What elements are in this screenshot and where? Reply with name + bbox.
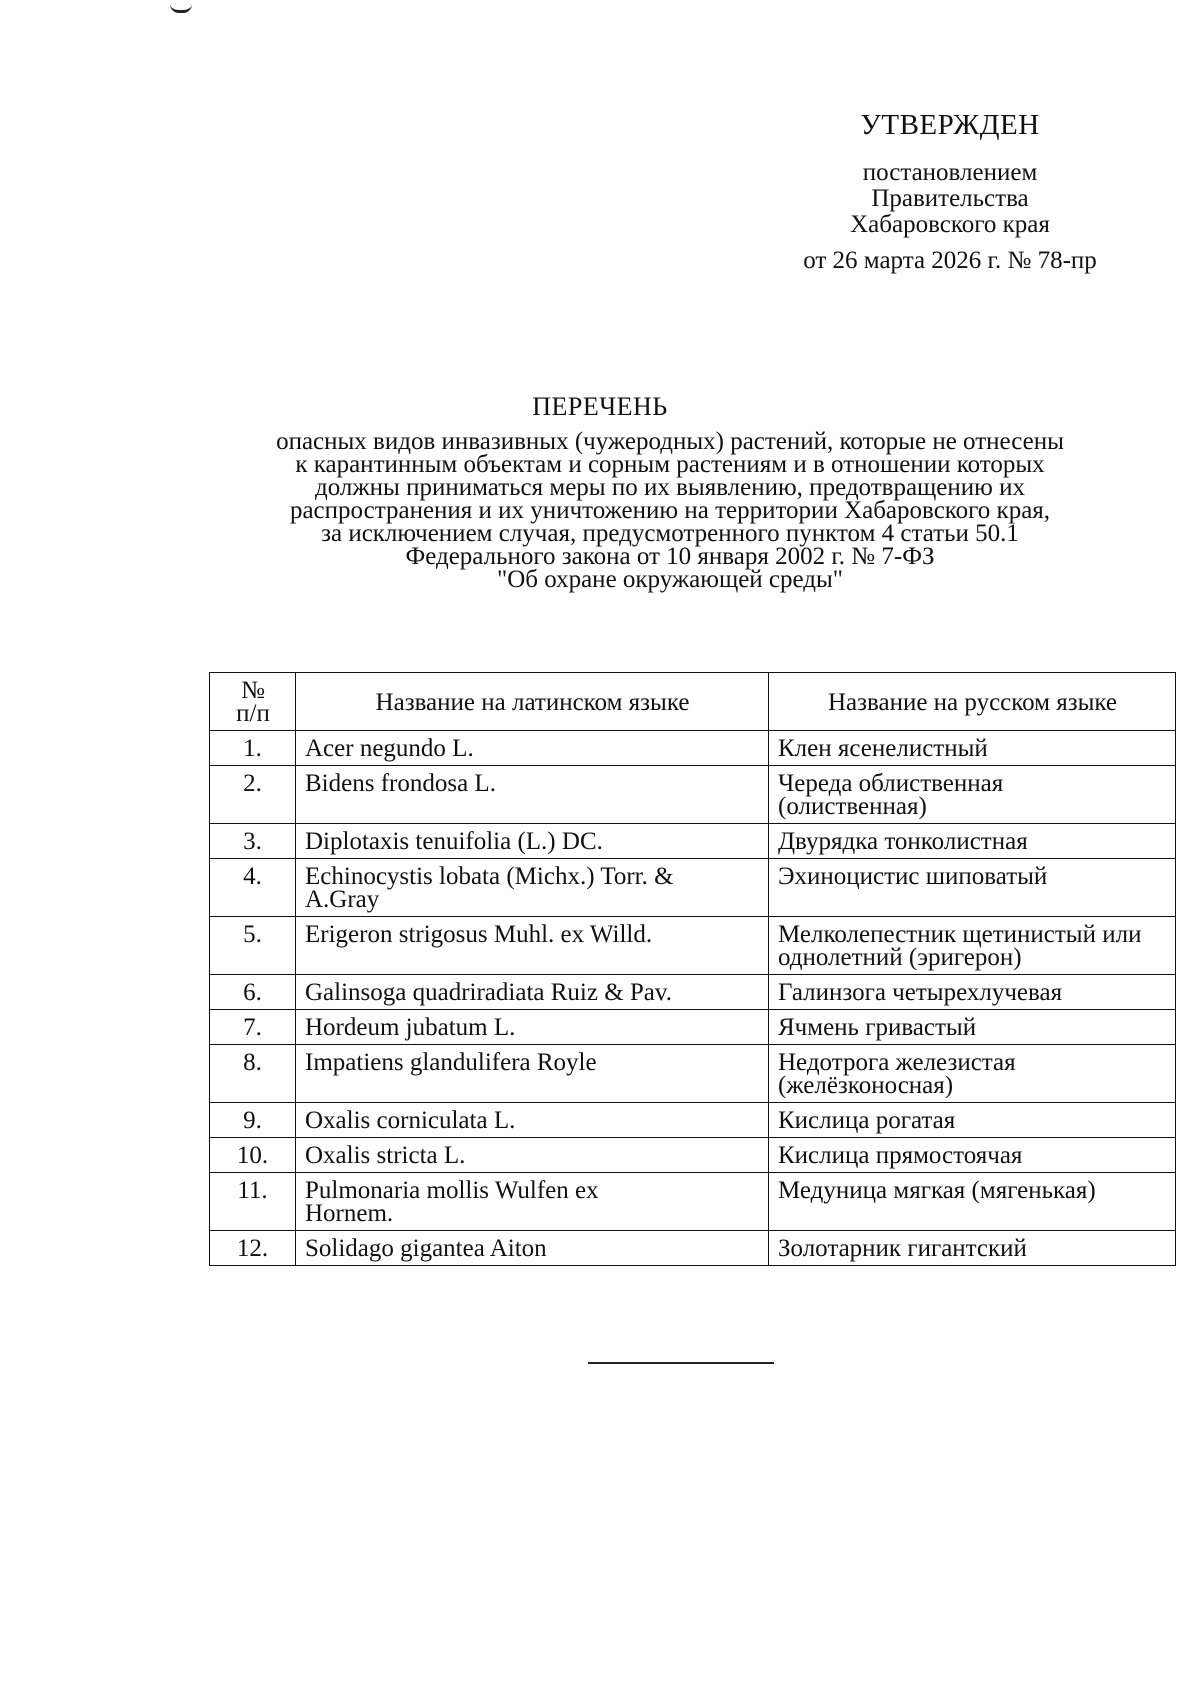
russian-name-line: Череда облиственная (778, 770, 1004, 797)
table-row (210, 731, 1176, 766)
russian-name-cell (769, 731, 1176, 766)
latin-name-line: Solidago gigantea Aiton (305, 1235, 547, 1262)
latin-name-cell (296, 1103, 769, 1138)
latin-name-line: Bidens frondosa L. (305, 770, 496, 797)
row-number: 3. (210, 824, 296, 859)
latin-name-line: A.Gray (305, 886, 380, 913)
latin-name-line: Hordeum jubatum L. (305, 1014, 516, 1041)
latin-name-cell (296, 975, 769, 1010)
table-row (210, 1045, 1176, 1103)
header-number-line: п/п (236, 700, 270, 727)
latin-name-line: Impatiens glandulifera Royle (305, 1049, 597, 1076)
table-row (210, 766, 1176, 824)
header-latin-name: Название на латинском языке (296, 673, 769, 731)
table-header-row (210, 673, 1176, 731)
approval-line: Хабаровского края (850, 211, 1050, 238)
approval-line: постановлением (862, 159, 1038, 186)
approval-block (760, 109, 1140, 274)
row-number: 9. (210, 1103, 296, 1138)
russian-name-line: Двурядка тонколистная (778, 828, 1028, 855)
latin-name-cell (296, 859, 769, 917)
header-number-line: № (241, 677, 265, 704)
russian-name-cell (769, 1103, 1176, 1138)
latin-name-line: Galinsoga quadriradiata Ruiz & Pav. (305, 979, 673, 1006)
list-description-line: должны приниматься меры по их выявлению, предотвращению их (315, 474, 1025, 501)
list-description-line: к карантинным объектам и сорным растениям и в отношении которых (295, 451, 1045, 478)
table-row (210, 1010, 1176, 1045)
russian-name-line: Галинзога четырехлучевая (778, 979, 1063, 1006)
russian-name-line: Кислица рогатая (778, 1107, 956, 1134)
header-number (210, 673, 296, 731)
table-row (210, 1173, 1176, 1231)
latin-name-line: Diplotaxis tenuifolia (L.) DC. (305, 828, 603, 855)
list-description-line: Федерального закона от 10 января 2002 г. № 7-ФЗ (405, 543, 935, 570)
list-description-line: опасных видов инвазивных (чужеродных) растений, которые не отнесены (276, 428, 1064, 455)
end-divider (588, 1362, 774, 1364)
header-russian-name: Название на русском языке (769, 673, 1176, 731)
approval-heading: УТВЕРЖДЕН (860, 109, 1040, 141)
list-description-line: распространения и их уничтожению на территории Хабаровского края, (289, 497, 1051, 524)
russian-name-cell (769, 1010, 1176, 1045)
latin-name-line: Echinocystis lobata (Michx.) Torr. & (305, 863, 674, 890)
latin-name-line: Hornem. (305, 1200, 394, 1227)
russian-name-line: Ячмень гривастый (778, 1014, 977, 1041)
russian-name-cell (769, 1231, 1176, 1266)
list-description-line: за исключением случая, предусмотренного пунктом 4 статьи 50.1 (321, 520, 1019, 547)
list-title: ПЕРЕЧЕНЬ (532, 392, 668, 421)
table-row (210, 975, 1176, 1010)
russian-name-line: Недотрога железистая (778, 1049, 1016, 1076)
russian-name-cell (769, 1138, 1176, 1173)
latin-name-line: Erigeron strigosus Muhl. ex Willd. (305, 921, 653, 948)
russian-name-cell (769, 975, 1176, 1010)
russian-name-line: Медуница мягкая (мягенькая) (778, 1177, 1096, 1204)
table-row (210, 1103, 1176, 1138)
approval-line: Правительства (871, 185, 1029, 212)
row-number: 4. (210, 859, 296, 917)
latin-name-cell (296, 1173, 769, 1231)
species-table-body (210, 731, 1176, 1266)
russian-name-line: (олиственная) (778, 793, 927, 820)
latin-name-line: Acer negundo L. (305, 735, 474, 762)
list-description-line: "Об охране окружающей среды" (496, 566, 844, 593)
russian-name-cell (769, 859, 1176, 917)
russian-name-cell (769, 1045, 1176, 1103)
latin-name-cell (296, 1231, 769, 1266)
row-number: 8. (210, 1045, 296, 1103)
table-row (210, 917, 1176, 975)
latin-name-cell (296, 1045, 769, 1103)
row-number: 11. (210, 1173, 296, 1231)
russian-name-line: Золотарник гигантский (778, 1235, 1027, 1262)
russian-name-line: Мелколепестник щетинистый или (778, 921, 1142, 948)
table-row (210, 1138, 1176, 1173)
russian-name-line: Эхиноцистис шиповатый (778, 863, 1048, 890)
row-number: 5. (210, 917, 296, 975)
table-row (210, 1231, 1176, 1266)
row-number: 6. (210, 975, 296, 1010)
table-row (210, 824, 1176, 859)
latin-name-line: Oxalis stricta L. (305, 1142, 466, 1169)
latin-name-line: Oxalis corniculata L. (305, 1107, 516, 1134)
row-number: 12. (210, 1231, 296, 1266)
row-number: 2. (210, 766, 296, 824)
russian-name-cell (769, 1173, 1176, 1231)
latin-name-line: Pulmonaria mollis Wulfen ex (305, 1177, 599, 1204)
russian-name-line: однолетний (эригерон) (778, 944, 1022, 971)
approval-date-line: от 26 марта 2026 г. № 78-пр (803, 247, 1097, 274)
latin-name-cell (296, 1138, 769, 1173)
latin-name-cell (296, 824, 769, 859)
russian-name-cell (769, 766, 1176, 824)
row-number: 7. (210, 1010, 296, 1045)
latin-name-cell (296, 917, 769, 975)
latin-name-cell (296, 766, 769, 824)
scan-artifact-mark (170, 4, 192, 13)
table-row (210, 859, 1176, 917)
species-table (209, 672, 1176, 1266)
russian-name-line: Кислица прямостоячая (778, 1142, 1023, 1169)
latin-name-cell (296, 1010, 769, 1045)
russian-name-cell (769, 824, 1176, 859)
list-description (220, 430, 1120, 591)
row-number: 10. (210, 1138, 296, 1173)
russian-name-line: (желёзконосная) (778, 1072, 954, 1099)
russian-name-line: Клен ясенелистный (778, 735, 988, 762)
russian-name-cell (769, 917, 1176, 975)
latin-name-cell (296, 731, 769, 766)
row-number: 1. (210, 731, 296, 766)
